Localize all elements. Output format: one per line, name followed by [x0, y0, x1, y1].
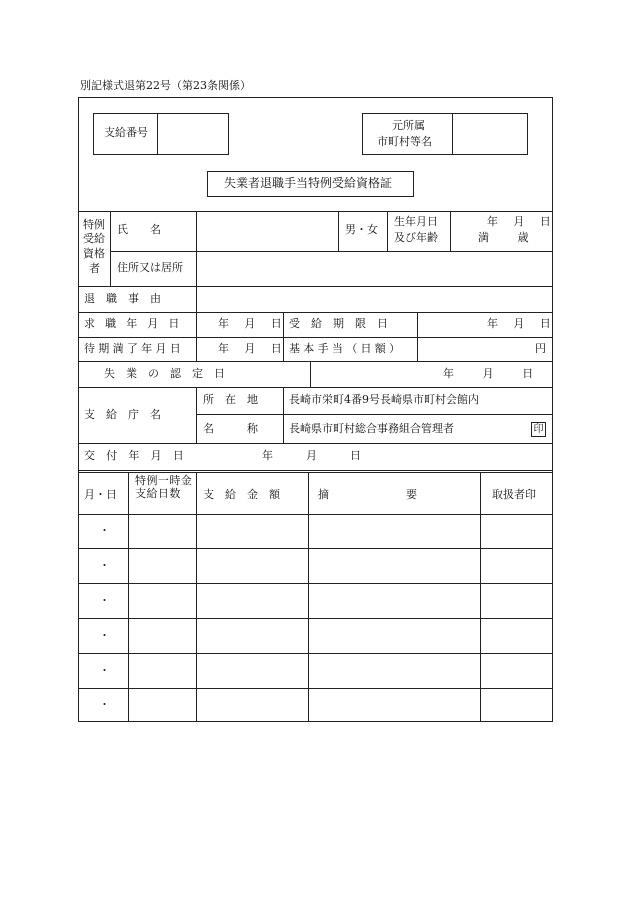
retirement-reason-label: 退 職 事 由	[84, 292, 161, 305]
affiliation-label-1: 元所属	[392, 119, 425, 132]
gender-label: 男・女	[345, 223, 378, 236]
certificate-title: 失業者退職手当特例受給資格証	[224, 176, 393, 190]
qualifier-label-1: 特例	[83, 218, 105, 231]
dob-label-1: 生年月日	[394, 215, 438, 228]
waiting-end-label: 待期満了年月日	[84, 342, 185, 355]
basic-allowance-yen: 円	[535, 342, 546, 355]
ledger-header-days: 特例一時金支給日数	[135, 474, 193, 500]
form-id: 別記様式退第22号（第23条関係）	[80, 79, 251, 92]
issue-date-value: 年 月 日	[262, 449, 361, 462]
age-value: 満 歳	[478, 231, 531, 244]
payment-number-label: 支給番号	[104, 126, 148, 139]
office-name-label: 名 称	[203, 422, 258, 435]
benefit-deadline-value: 年 月 日	[487, 317, 553, 330]
ledger-header-date: 月・日	[84, 488, 117, 501]
unemployment-cert-value: 年 月 日	[443, 367, 536, 380]
address-label: 住所又は居所	[117, 261, 183, 274]
affiliation-box	[362, 113, 528, 155]
office-location-label: 所 在 地	[203, 393, 258, 406]
office-location-value: 長崎市栄町4番9号長崎県市町村会館内	[289, 393, 479, 406]
ledger-header-amount: 支 給 金 額	[203, 488, 280, 501]
ledger-row-dot-6: ・	[99, 698, 110, 711]
unemployment-cert-label: 失 業 の 認 定 日	[104, 367, 225, 380]
office-name-value: 長崎県市町村総合事務組合管理者	[289, 422, 454, 435]
waiting-end-value: 年 月 日	[218, 342, 284, 355]
seal-mark: 印	[531, 422, 546, 437]
affiliation-label-2: 市町村等名	[377, 135, 432, 148]
ledger-header-summary: 摘 要	[318, 488, 424, 501]
dob-label-2: 及び年齢	[394, 231, 438, 244]
job-seek-date-value: 年 月 日	[218, 317, 284, 330]
ledger-row-dot-3: ・	[99, 594, 110, 607]
dob-value: 年 月 日	[487, 215, 553, 228]
ledger-row-dot-5: ・	[99, 664, 110, 677]
basic-allowance-label: 基本手当（日額）	[289, 342, 404, 355]
ledger-row-dot-4: ・	[99, 629, 110, 642]
qualifier-label-3: 資格	[83, 247, 105, 260]
ledger-header-handler: 取扱者印	[492, 488, 536, 501]
ledger-row-dot-2: ・	[99, 559, 110, 572]
job-seek-date-label: 求 職 年 月 日	[84, 317, 183, 330]
qualifier-label-2: 受給	[83, 232, 105, 245]
ledger-row-dot-1: ・	[99, 524, 110, 537]
qualifier-label-4: 者	[89, 262, 100, 275]
benefit-deadline-label: 受 給 期 限 日	[289, 317, 388, 330]
office-label: 支 給 庁 名	[84, 408, 161, 421]
issue-date-label: 交 付 年 月 日	[84, 449, 188, 462]
name-label: 氏 名	[117, 223, 161, 236]
